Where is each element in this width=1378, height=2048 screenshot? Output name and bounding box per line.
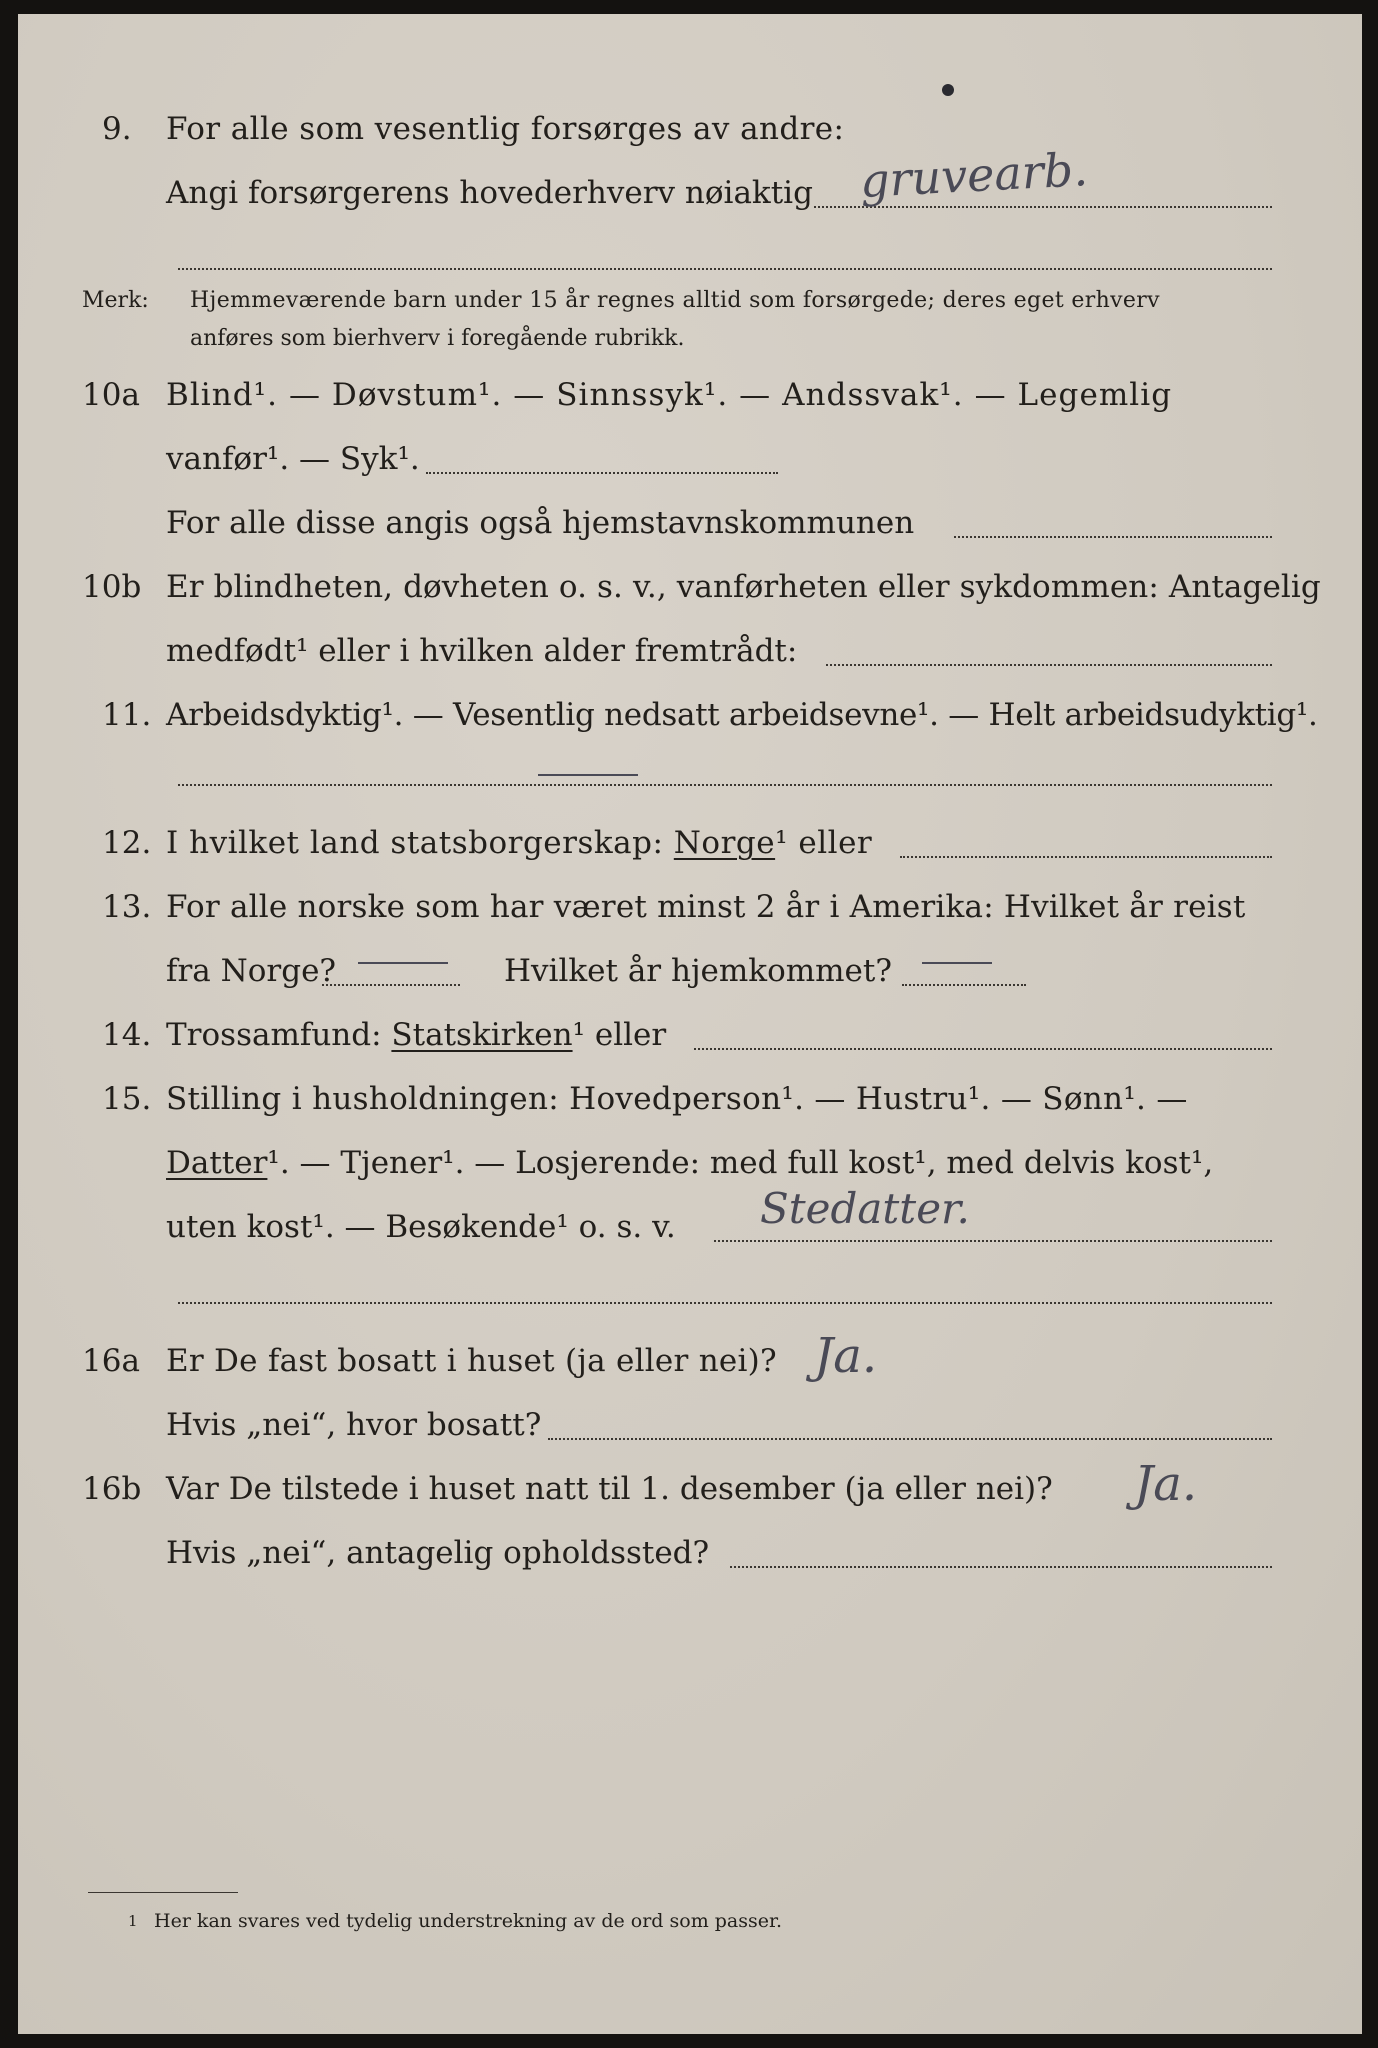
q14-answer-line: [694, 1048, 1272, 1050]
q9-extra-line: [178, 268, 1272, 270]
item-number-16b: 16b: [82, 1471, 142, 1507]
q13-hjem-dash: [922, 962, 992, 964]
q15-line2: [166, 1145, 1214, 1181]
q11-handwritten-dash: [538, 774, 638, 776]
merk-line2: anføres som bierhverv i foregående rubrikk.: [190, 326, 685, 351]
q14-text: [166, 1017, 667, 1053]
q15-line2-rest: ¹. — Tjener¹. — Losjerende: med full kost¹, med delvis kost¹,: [267, 1145, 1214, 1181]
q13-reist-dash: [358, 962, 448, 964]
q9-handwritten-answer: gruvearb.: [858, 142, 1090, 208]
footnote-separator: [88, 1892, 238, 1893]
q12-question: I hvilket land statsborgerskap:: [166, 825, 664, 861]
q12-answer-line: [900, 856, 1272, 858]
q16a-line1: Er De fast bosatt i huset (ja eller nei)?: [166, 1343, 777, 1379]
item-number-12: 12.: [102, 825, 152, 861]
footnote-text: Her kan svares ved tydelig understrekning av de ord som passer.: [154, 1910, 783, 1932]
item-number-14: 14.: [102, 1017, 152, 1053]
q10b-answer-line: [826, 664, 1272, 666]
q16b-line2: Hvis „nei“, antagelig opholdssted?: [166, 1535, 710, 1571]
q10b-line1: Er blindheten, døvheten o. s. v., vanførheten eller sykdommen: Antagelig: [166, 569, 1321, 605]
q16a-handwritten-answer: Ja.: [814, 1328, 878, 1384]
q14-question: Trossamfund:: [166, 1017, 382, 1053]
q9-line1: For alle som vesentlig forsørges av andre:: [166, 111, 845, 147]
q10a-syk-line: [426, 472, 778, 474]
q13-hjem-line: [902, 984, 1026, 986]
item-number-16a: 16a: [82, 1343, 140, 1379]
q13-reist-line: [322, 984, 460, 986]
q10a-line3: For alle disse angis også hjemstavnskommunen: [166, 505, 915, 541]
q15-datter-underlined: Datter: [166, 1145, 268, 1181]
q15-line3: uten kost¹. — Besøkende¹ o. s. v.: [166, 1209, 676, 1245]
item-number-15: 15.: [102, 1081, 152, 1117]
footnote-mark: 1: [128, 1912, 138, 1930]
q15-line1: Stilling i husholdningen: Hovedperson¹. — Hustru¹. — Sønn¹. —: [166, 1081, 1188, 1117]
q10a-line2: vanfør¹. — Syk¹.: [166, 441, 420, 477]
q13-line2: fra Norge?: [166, 953, 337, 989]
q16a-line2: Hvis „nei“, hvor bosatt?: [166, 1407, 542, 1443]
q9-line2: Angi forsørgerens hovederhverv nøiaktig: [166, 175, 813, 211]
q10a-line1: Blind¹. — Døvstum¹. — Sinnssyk¹. — Andssvak¹. — Legemlig: [166, 377, 1173, 413]
q13-line1: For alle norske som har været minst 2 år i Amerika: Hvilket år reist: [166, 889, 1246, 925]
item-number-10a: 10a: [82, 377, 140, 413]
q14-eller: ¹ eller: [572, 1017, 667, 1053]
q11-answer-line: [178, 784, 1272, 786]
item-number-11: 11.: [102, 697, 152, 733]
q10a-kommune-line: [954, 536, 1272, 538]
q12-norge-underlined: Norge: [673, 825, 776, 861]
item-number-9: 9.: [102, 111, 132, 147]
q12-text: [166, 825, 873, 861]
census-form-page: [18, 14, 1362, 2034]
q13-line3: Hvilket år hjemkommet?: [504, 953, 892, 989]
q10b-line2: medfødt¹ eller i hvilken alder fremtrådt:: [166, 633, 798, 669]
merk-label: Merk:: [82, 288, 149, 313]
q15-handwritten-answer: Stedatter.: [760, 1184, 970, 1233]
q16b-handwritten-answer: Ja.: [1134, 1456, 1198, 1512]
q15-answer-line: [714, 1240, 1272, 1242]
item-number-10b: 10b: [82, 569, 142, 605]
q12-eller: ¹ eller: [775, 825, 873, 861]
q15-extra-line: [178, 1302, 1272, 1304]
ink-blot: [942, 84, 954, 96]
q16a-answer-line: [548, 1438, 1272, 1440]
q11-line1: Arbeidsdyktig¹. — Vesentlig nedsatt arbeidsevne¹. — Helt arbeidsudyktig¹.: [166, 697, 1318, 733]
item-number-13: 13.: [102, 889, 152, 925]
q14-statskirken-underlined: Statskirken: [391, 1017, 573, 1053]
merk-line1: Hjemmeværende barn under 15 år regnes alltid som forsørgede; deres eget erhverv: [190, 288, 1160, 313]
q16b-line1: Var De tilstede i huset natt til 1. desember (ja eller nei)?: [166, 1471, 1053, 1507]
q16b-answer-line: [730, 1566, 1272, 1568]
